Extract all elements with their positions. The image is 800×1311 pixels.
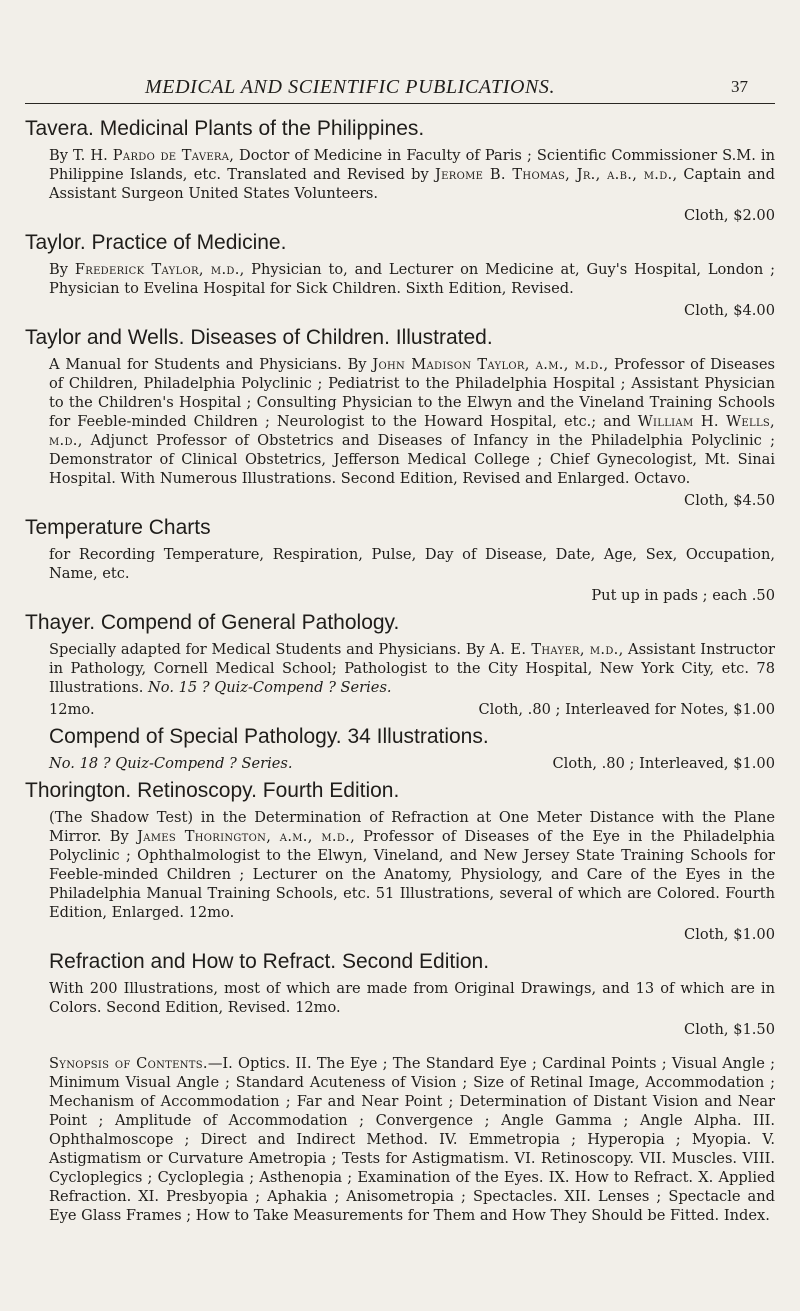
entry-description: With 200 Illustrations, most of which are made from Original Drawings, and 13 of which are in Colors. Second Edition, Revised. 12mo. — [49, 980, 775, 1016]
author-name: John Madison Taylor, a.m., m.d. — [372, 356, 604, 373]
entry-price: Cloth, .80 ; Interleaved, $1.00 — [552, 755, 775, 772]
entry-price: Put up in pads ; each .50 — [591, 587, 775, 604]
catalog-content — [25, 116, 775, 1239]
entry-title: Thayer. Compend of General Pathology. — [25, 611, 400, 634]
synopsis-text: —I. Optics. II. The Eye ; The Standard Eye ; Cardinal Points ; Visual Angle ; Minimum Visual Angle ; Standard Acuteness of Vision ; Size of Retinal Image, Accommodation ; Mechanism of Accommodation ; Far and Near Point ; Determination of Distant Vision and Near Point ; Amplitude of Accommodation ; Convergence ; Angle Gamma ; Angle Alpha. III. Ophthalmoscope ; Direct and Indirect Method. IV. Emmetropia ; Hyperopia ; Myopia. V. Astigmatism or Curvature Ametropia ; Tests for Astigmatism. VI. Retinoscopy. VII. Muscles. VIII. Cycloplegics ; Cycloplegia ; Asthenopia ; Examination of the Eyes. IX. How to Refract. X. Applied Refraction. XI. Presbyopia ; Aphakia ; Anisometropia ; Spectacles. XII. Lenses ; Spectacle and Eye Glass Frames ; How to Take Measurements for Them and How They Should be Fitted. Index. — [49, 1054, 775, 1224]
author-name: Pardo de Tavera — [112, 147, 230, 164]
entry-thayer — [25, 610, 775, 719]
entry-description: (The Shadow Test) in the Determination of Refraction at One Meter Distance with the Plane Mirror. By James Thorington, a.m., m.d., Professor of Diseases of the Eye in the Philadelphia Polyclinic ; Ophthalmologist to the Elwyn, Vineland, and New Jersey State Training Schools for Feeble-minded Children ; Lecturer on the Anatomy, Physiology, and Care of the Eyes in the Philadelphia Manual Training Schools, etc. 51 Illustrations, several of which are Colored. Fourth Edition, Enlarged. 12mo. — [49, 809, 775, 921]
entry-price: Cloth, $1.50 — [684, 1021, 775, 1038]
synopsis-label: Synopsis of Contents. — [49, 1054, 208, 1072]
entry-taylor-wells — [25, 325, 775, 510]
entry-title: Refraction and How to Refract. Second Edition. — [49, 950, 490, 973]
entry-title: Thorington. Retinoscopy. Fourth Edition. — [25, 779, 400, 802]
entry-description: for Recording Temperature, Respiration, Pulse, Day of Disease, Date, Age, Sex, Occupation, Name, etc. — [49, 546, 775, 582]
entry-special-pathology — [25, 724, 775, 773]
entry-temperature-charts — [25, 515, 775, 605]
author-name: A. E. Thayer, m.d. — [489, 641, 619, 658]
entry-description: By Frederick Taylor, m.d., Physician to, and Lecturer on Medicine at, Guy's Hospital, London ; Physician to Evelina Hospital for Sick Children. Sixth Edition, Revised. — [49, 261, 775, 297]
entry-price: Cloth, .80 ; Interleaved for Notes, $1.00 — [478, 701, 775, 718]
entry-title: Taylor and Wells. Diseases of Children. Illustrated. — [25, 326, 493, 349]
header-rule — [25, 103, 775, 104]
entry-price: Cloth, $4.00 — [684, 302, 775, 319]
translator-name: Jerome B. Thomas, Jr., a.b., m.d. — [435, 166, 673, 183]
series-label: No. 18 ? Quiz-Compend ? Series. — [49, 755, 293, 772]
entry-title: Compend of Special Pathology. 34 Illustrations. — [49, 725, 489, 748]
entry-price: Cloth, $1.00 — [684, 926, 775, 943]
series-label: No. 15 ? Quiz-Compend ? Series. — [148, 679, 392, 696]
author-name: James Thorington, a.m., m.d. — [137, 828, 351, 845]
entry-price-line — [25, 754, 775, 773]
author-name: William H. Wells, m.d. — [49, 413, 775, 449]
entry-price: Cloth, $4.50 — [684, 492, 775, 509]
entry-refraction — [25, 949, 775, 1225]
running-head: MEDICAL AND SCIENTIFIC PUBLICATIONS. — [145, 76, 556, 98]
entry-tavera — [25, 116, 775, 225]
synopsis — [25, 1054, 775, 1225]
entry-taylor — [25, 230, 775, 320]
entry-title: Taylor. Practice of Medicine. — [25, 231, 287, 254]
author-name: Frederick Taylor, m.d. — [74, 261, 240, 278]
entry-price-line — [25, 700, 775, 719]
page-header — [0, 74, 800, 104]
entry-thorington — [25, 778, 775, 944]
entry-format: 12mo. — [49, 701, 95, 718]
entry-description: By T. H. Pardo de Tavera, Doctor of Medicine in Faculty of Paris ; Scientific Commissioner S.M. in Philippine Islands, etc. Translated and Revised by Jerome B. Thomas, Jr., a.b., m.d., Captain and Assistant Surgeon United States Volunteers. — [49, 147, 775, 202]
page-number: 37 — [731, 77, 748, 96]
entry-description: A Manual for Students and Physicians. By John Madison Taylor, a.m., m.d., Professor of Diseases of Children, Philadelphia Polyclinic ; Pediatrist to the Philadelphia Hospital ; Assistant Physician to the Children's Hospital ; Consulting Physician to the Elwyn and the Vineland Training Schools for Feeble-minded Children ; Neurologist to the Howard Hospital, etc.; and William H. Wells, m.d., Adjunct Professor of Obstetrics and Diseases of Infancy in the Philadelphia Polyclinic ; Demonstrator of Clinical Obstetrics, Jefferson Medical College ; Chief Gynecologist, Mt. Sinai Hospital. With Numerous Illustrations. Second Edition, Revised and Enlarged. Octavo. — [49, 356, 775, 487]
entry-title: Temperature Charts — [25, 516, 211, 539]
entry-description: Specially adapted for Medical Students and Physicians. By A. E. Thayer, m.d., Assistant Instructor in Pathology, Cornell Medical School; Pathologist to the City Hospital, New York City, etc. 78 Illustrations. No. 15 ? Quiz-Compend ? Series. — [49, 641, 775, 696]
entry-price: Cloth, $2.00 — [684, 207, 775, 224]
entry-title: Tavera. Medicinal Plants of the Philippines. — [25, 117, 425, 140]
